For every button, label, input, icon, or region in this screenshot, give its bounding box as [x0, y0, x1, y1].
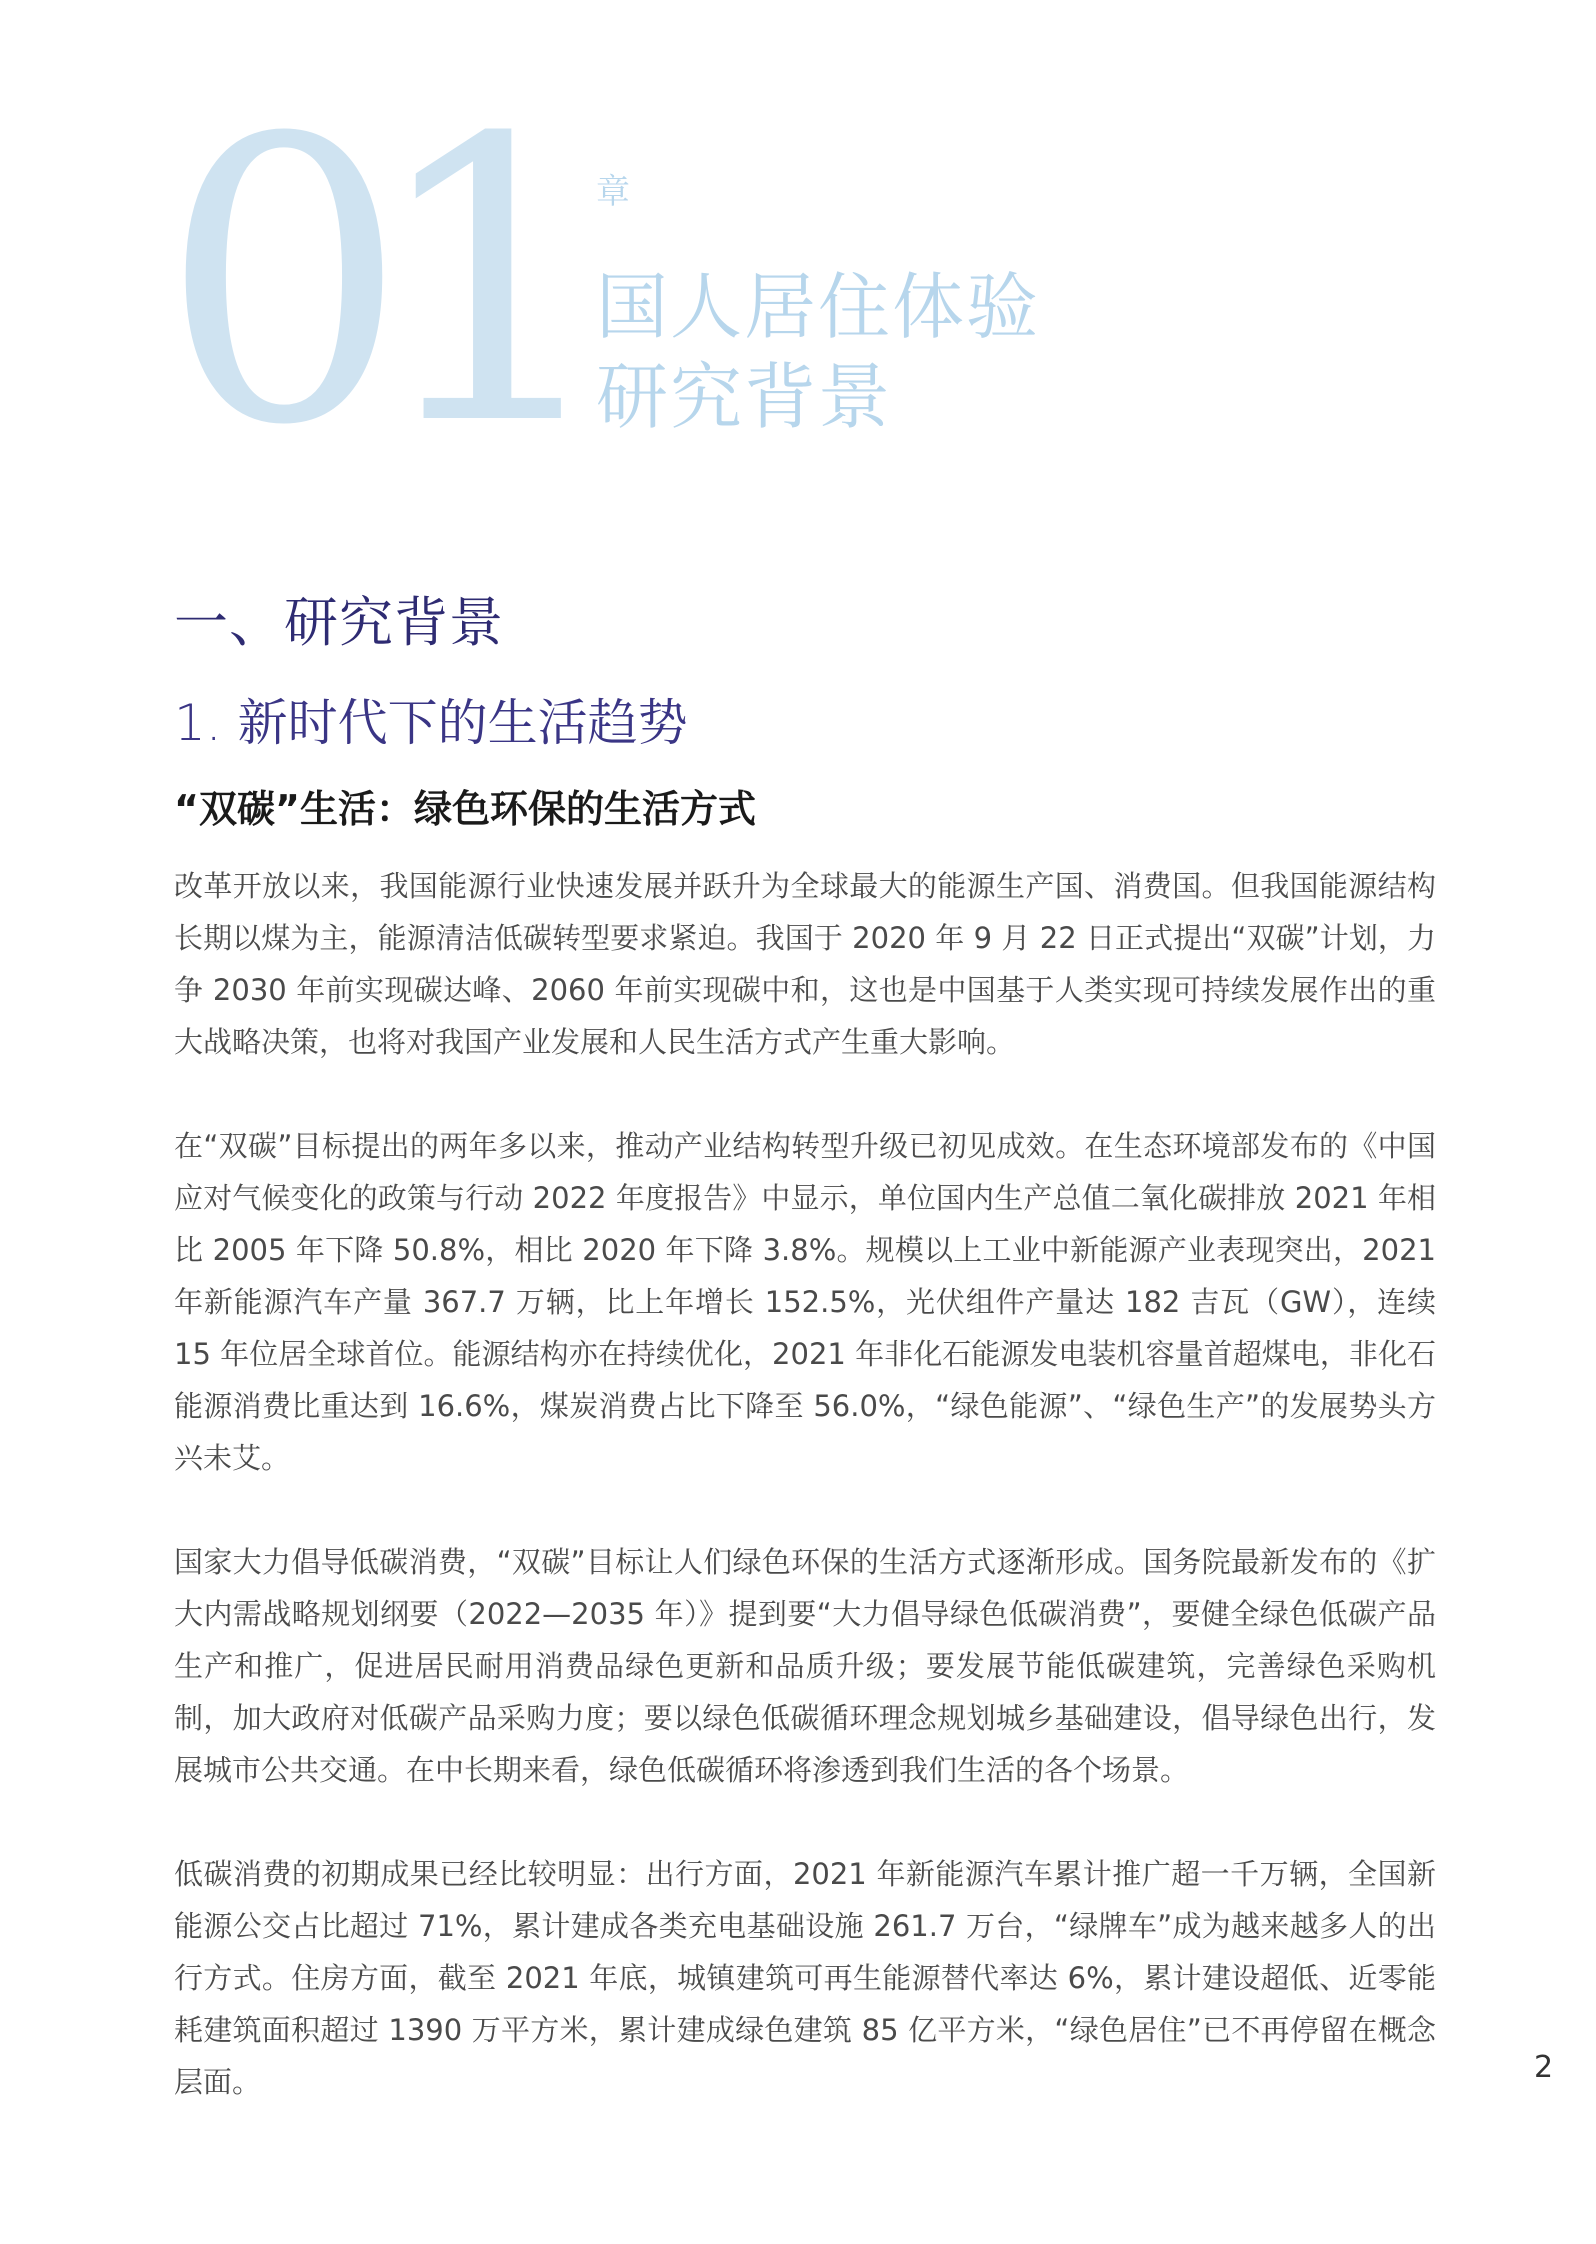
body-paragraph: 在“双碳”目标提出的两年多以来，推动产业结构转型升级已初见成效。在生态环境部发布的《中国应对气候变化的政策与行动 2022 年度报告》中显示，单位国内生产总值二氧化碳排放 2021 年相比 2005 年下降 50.8%，相比 2020 年下降 3.8%。规模以上工业中新能源产业表现突出，2021 年新能源汽车产量 367.7 万辆，比上年增长 152.5%，光伏组件产量达 182 吉瓦（GW），连续 15 年位居全球首位。能源结构亦在持续优化，2021 年非化石能源发电装机容量首超煤电，非化石能源消费比重达到 16.6%，煤炭消费占比下降至 56.0%，“绿色能源”、“绿色生产”的发展势头方兴未艾。 — [174, 1129, 1436, 1475]
chapter-label: 章 — [596, 172, 630, 212]
body-paragraph: 改革开放以来，我国能源行业快速发展并跃升为全球最大的能源生产国、消费国。但我国能源结构长期以煤为主，能源清洁低碳转型要求紧迫。我国于 2020 年 9 月 22 日正式提出“双碳”计划，力争 2030 年前实现碳达峰、2060 年前实现碳中和，这也是中国基于人类实现可持续发展作出的重大战略决策，也将对我国产业发展和人民生活方式产生重大影响。 — [174, 869, 1436, 1059]
chapter-title-line-2: 研究背景 — [596, 355, 893, 439]
chapter-title-line-1: 国人居住体验 — [596, 265, 1041, 349]
chapter-title — [596, 262, 1040, 442]
page-number: 2 — [1534, 2050, 1554, 2085]
section-heading: 一、研究背景 — [174, 591, 504, 654]
body-paragraph: 低碳消费的初期成果已经比较明显：出行方面，2021 年新能源汽车累计推广超一千万辆，全国新能源公交占比超过 71%，累计建成各类充电基础设施 261.7 万台，“绿牌车”成为越来越多人的出行方式。住房方面，截至 2021 年底，城镇建筑可再生能源替代率达 6%，累计建设超低、近零能耗建筑面积超过 1390 万平方米，累计建成绿色建筑 85 亿平方米，“绿色居住”已不再停留在概念层面。 — [174, 1857, 1436, 2099]
body-paragraph: 国家大力倡导低碳消费，“双碳”目标让人们绿色环保的生活方式逐渐形成。国务院最新发布的《扩大内需战略规划纲要（2022—2035 年）》提到要“大力倡导绿色低碳消费”，要健全绿色低碳产品生产和推广，促进居民耐用消费品绿色更新和品质升级；要发展节能低碳建筑，完善绿色采购机制，加大政府对低碳产品采购力度；要以绿色低碳循环理念规划城乡基础建设，倡导绿色出行，发展城市公共交通。在中长期来看，绿色低碳循环将渗透到我们生活的各个场景。 — [174, 1545, 1436, 1787]
chapter-number: 01 — [160, 56, 577, 510]
subsection-heading: 1. 新时代下的生活趋势 — [174, 694, 688, 752]
topic-heading: “双碳”生活：绿色环保的生活方式 — [174, 787, 756, 831]
